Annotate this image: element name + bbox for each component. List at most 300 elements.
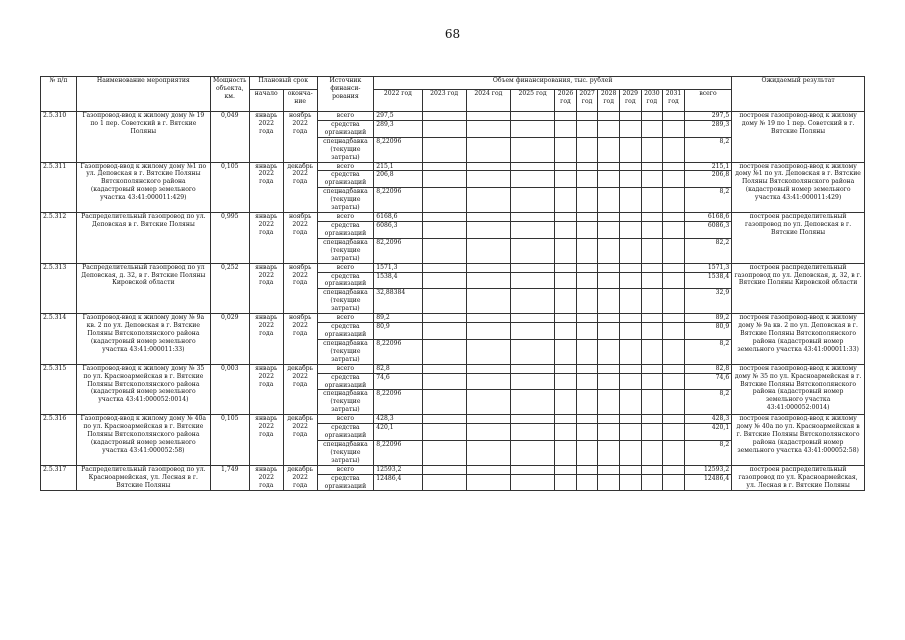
expected-result: построен газопровод-ввод к жилому дому № 35 по ул. Красноармейская в г. Вятские Поляны Вятскополянского района (кадастровый номер земельного участка 43:41:000052:0014)	[732, 364, 865, 415]
start-date: январь 2022 года	[249, 213, 283, 264]
empty-year-cell	[663, 171, 685, 188]
end-date: ноябрь 2022 года	[283, 314, 317, 365]
empty-year-cell	[555, 390, 577, 415]
empty-year-cell	[555, 112, 577, 121]
empty-year-cell	[619, 213, 641, 222]
empty-year-cell	[422, 390, 466, 415]
start-date: январь 2022 года	[249, 415, 283, 466]
value-2022: 12593,2	[374, 465, 422, 474]
empty-year-cell	[576, 323, 598, 340]
capacity-value: 0,029	[210, 314, 249, 365]
capacity-value: 0,003	[210, 364, 249, 415]
empty-year-cell	[598, 171, 620, 188]
empty-year-cell	[422, 263, 466, 272]
empty-year-cell	[576, 314, 598, 323]
value-2022: 8,22096	[374, 188, 422, 213]
empty-year-cell	[641, 221, 663, 238]
empty-year-cell	[641, 272, 663, 289]
value-2022: 80,9	[374, 323, 422, 340]
header-year: 2030 год	[641, 90, 663, 112]
empty-year-cell	[466, 323, 510, 340]
header-year: 2026 год	[555, 90, 577, 112]
empty-year-cell	[619, 314, 641, 323]
empty-year-cell	[641, 112, 663, 121]
value-total: 32,9	[684, 289, 731, 314]
value-total: 82,8	[684, 364, 731, 373]
empty-year-cell	[641, 339, 663, 364]
value-2022: 215,1	[374, 162, 422, 171]
empty-year-cell	[598, 314, 620, 323]
end-date: декабрь 2022 года	[283, 364, 317, 415]
expected-result: построен распределительный газопровод по ул. Красноармейская, ул. Лесная в г. Вятские Поляны	[732, 465, 865, 491]
financing-table	[40, 76, 865, 491]
measure-name: Газопровод-ввод к жилому дому № 35 по ул. Красноармейская в г. Вятские Поляны Вятскополянского района (кадастровый номер земельного участка 43:41:000052:0014)	[76, 364, 210, 415]
empty-year-cell	[598, 440, 620, 465]
empty-year-cell	[466, 188, 510, 213]
funding-source: спецнадбавка (текущие затраты)	[317, 339, 374, 364]
table-row	[41, 415, 865, 424]
empty-year-cell	[555, 171, 577, 188]
empty-year-cell	[422, 465, 466, 474]
empty-year-cell	[422, 238, 466, 263]
funding-source: средства организаций	[317, 171, 374, 188]
header-start: начало	[249, 90, 283, 112]
empty-year-cell	[422, 137, 466, 162]
empty-year-cell	[555, 415, 577, 424]
header-result: Ожидаемый результат	[732, 77, 865, 112]
header-year: 2031 год	[663, 90, 685, 112]
header-period: Плановый срок	[249, 77, 317, 90]
capacity-value: 0,105	[210, 162, 249, 213]
empty-year-cell	[641, 390, 663, 415]
funding-source: всего	[317, 213, 374, 222]
empty-year-cell	[641, 314, 663, 323]
value-total: 1538,4	[684, 272, 731, 289]
empty-year-cell	[510, 162, 554, 171]
empty-year-cell	[663, 415, 685, 424]
measure-name: Газопровод-ввод к жилому дому № 19 по 1 пер. Советский в г. Вятские Поляны	[76, 112, 210, 163]
empty-year-cell	[619, 465, 641, 474]
measure-name: Газопровод-ввод к жилому дому № 40а по ул. Красноармейская в г. Вятские Поляны Вятскополянского района (кадастровый номер земельного участка 43:41:000052:58)	[76, 415, 210, 466]
empty-year-cell	[598, 238, 620, 263]
value-2022: 89,2	[374, 314, 422, 323]
empty-year-cell	[663, 364, 685, 373]
row-number: 2.5.312	[41, 213, 77, 264]
empty-year-cell	[466, 314, 510, 323]
empty-year-cell	[555, 213, 577, 222]
empty-year-cell	[619, 390, 641, 415]
empty-year-cell	[598, 137, 620, 162]
empty-year-cell	[598, 373, 620, 390]
header-year: 2022 год	[374, 90, 422, 112]
empty-year-cell	[422, 339, 466, 364]
empty-year-cell	[598, 465, 620, 474]
empty-year-cell	[619, 188, 641, 213]
empty-year-cell	[466, 364, 510, 373]
expected-result: построен газопровод-ввод к жилому дому №1 по ул. Деповская в г. Вятские Поляны Вятскополянского района (кадастровый номер земельного участка 43:41:000011:429)	[732, 162, 865, 213]
empty-year-cell	[510, 188, 554, 213]
expected-result: построен газопровод-ввод к жилому дому № 9а кв. 2 по ул. Деповская в г. Вятские Поляны Вятскополянского района (кадастровый номер земельного участка 43:41:000011:33)	[732, 314, 865, 365]
value-total: 215,1	[684, 162, 731, 171]
empty-year-cell	[576, 272, 598, 289]
empty-year-cell	[619, 263, 641, 272]
empty-year-cell	[663, 188, 685, 213]
empty-year-cell	[663, 112, 685, 121]
funding-source: всего	[317, 162, 374, 171]
empty-year-cell	[598, 272, 620, 289]
value-total: 8,2	[684, 137, 731, 162]
empty-year-cell	[466, 120, 510, 137]
empty-year-cell	[663, 390, 685, 415]
value-2022: 82,8	[374, 364, 422, 373]
empty-year-cell	[555, 465, 577, 474]
empty-year-cell	[422, 272, 466, 289]
empty-year-cell	[598, 213, 620, 222]
empty-year-cell	[576, 188, 598, 213]
empty-year-cell	[663, 339, 685, 364]
value-2022: 6086,3	[374, 221, 422, 238]
empty-year-cell	[510, 314, 554, 323]
measure-name: Газопровод-ввод к жилому дому №1 по ул. Деповская в г. Вятские Поляны Вятскополянского района (кадастровый номер земельного участка 43:41:000011:429)	[76, 162, 210, 213]
empty-year-cell	[422, 171, 466, 188]
empty-year-cell	[555, 314, 577, 323]
empty-year-cell	[663, 424, 685, 441]
table-header	[41, 77, 865, 112]
empty-year-cell	[641, 424, 663, 441]
empty-year-cell	[641, 289, 663, 314]
empty-year-cell	[422, 289, 466, 314]
empty-year-cell	[422, 221, 466, 238]
header-year: 2027 год	[576, 90, 598, 112]
empty-year-cell	[663, 272, 685, 289]
empty-year-cell	[555, 339, 577, 364]
empty-year-cell	[466, 162, 510, 171]
empty-year-cell	[510, 171, 554, 188]
table-row	[41, 314, 865, 323]
empty-year-cell	[576, 112, 598, 121]
empty-year-cell	[641, 213, 663, 222]
empty-year-cell	[576, 137, 598, 162]
value-total: 289,3	[684, 120, 731, 137]
value-2022: 32,88384	[374, 289, 422, 314]
empty-year-cell	[466, 221, 510, 238]
start-date: январь 2022 года	[249, 263, 283, 314]
value-2022: 420,1	[374, 424, 422, 441]
empty-year-cell	[598, 112, 620, 121]
empty-year-cell	[619, 364, 641, 373]
header-total: всего	[684, 90, 731, 112]
empty-year-cell	[466, 424, 510, 441]
empty-year-cell	[576, 238, 598, 263]
expected-result: построен распределительный газопровод по ул. Деповская, д. 32, в г. Вятские Поляны Кировской области	[732, 263, 865, 314]
empty-year-cell	[466, 171, 510, 188]
empty-year-cell	[663, 238, 685, 263]
empty-year-cell	[510, 213, 554, 222]
empty-year-cell	[576, 213, 598, 222]
value-total: 428,3	[684, 415, 731, 424]
empty-year-cell	[576, 424, 598, 441]
header-year: 2029 год	[619, 90, 641, 112]
end-date: декабрь 2022 года	[283, 465, 317, 491]
empty-year-cell	[555, 474, 577, 491]
table-row	[41, 213, 865, 222]
empty-year-cell	[641, 373, 663, 390]
empty-year-cell	[641, 440, 663, 465]
funding-source: всего	[317, 112, 374, 121]
row-number: 2.5.310	[41, 112, 77, 163]
value-2022: 297,5	[374, 112, 422, 121]
empty-year-cell	[466, 339, 510, 364]
value-total: 80,9	[684, 323, 731, 340]
measure-name: Газопровод-ввод к жилому дому № 9а кв. 2 по ул. Деповская в г. Вятские Поляны Вятскополянского района (кадастровый номер земельного участка 43:41:000011:33)	[76, 314, 210, 365]
header-year: 2024 год	[466, 90, 510, 112]
empty-year-cell	[598, 364, 620, 373]
empty-year-cell	[663, 314, 685, 323]
table-row	[41, 364, 865, 373]
table-body	[41, 112, 865, 491]
header-source: Источник финанси- рования	[317, 77, 374, 112]
empty-year-cell	[510, 373, 554, 390]
empty-year-cell	[576, 171, 598, 188]
empty-year-cell	[641, 415, 663, 424]
end-date: ноябрь 2022 года	[283, 263, 317, 314]
value-total: 8,2	[684, 390, 731, 415]
value-total: 8,2	[684, 339, 731, 364]
empty-year-cell	[576, 263, 598, 272]
empty-year-cell	[555, 289, 577, 314]
value-total: 6086,3	[684, 221, 731, 238]
empty-year-cell	[510, 289, 554, 314]
empty-year-cell	[466, 373, 510, 390]
empty-year-cell	[598, 289, 620, 314]
start-date: январь 2022 года	[249, 465, 283, 491]
empty-year-cell	[619, 424, 641, 441]
value-2022: 82,2096	[374, 238, 422, 263]
empty-year-cell	[466, 289, 510, 314]
funding-source: средства организаций	[317, 323, 374, 340]
empty-year-cell	[641, 171, 663, 188]
empty-year-cell	[663, 221, 685, 238]
empty-year-cell	[598, 339, 620, 364]
empty-year-cell	[619, 339, 641, 364]
value-total: 6168,6	[684, 213, 731, 222]
empty-year-cell	[422, 314, 466, 323]
empty-year-cell	[663, 465, 685, 474]
empty-year-cell	[619, 171, 641, 188]
end-date: декабрь 2022 года	[283, 162, 317, 213]
value-2022: 289,3	[374, 120, 422, 137]
empty-year-cell	[641, 474, 663, 491]
empty-year-cell	[598, 390, 620, 415]
empty-year-cell	[510, 390, 554, 415]
empty-year-cell	[466, 272, 510, 289]
empty-year-cell	[422, 424, 466, 441]
empty-year-cell	[641, 465, 663, 474]
empty-year-cell	[619, 289, 641, 314]
empty-year-cell	[598, 162, 620, 171]
table-row	[41, 263, 865, 272]
empty-year-cell	[663, 289, 685, 314]
empty-year-cell	[510, 137, 554, 162]
empty-year-cell	[576, 415, 598, 424]
empty-year-cell	[641, 263, 663, 272]
end-date: ноябрь 2022 года	[283, 112, 317, 163]
funding-source: всего	[317, 465, 374, 474]
empty-year-cell	[663, 440, 685, 465]
value-2022: 74,6	[374, 373, 422, 390]
capacity-value: 0,105	[210, 415, 249, 466]
empty-year-cell	[466, 474, 510, 491]
empty-year-cell	[422, 474, 466, 491]
empty-year-cell	[555, 373, 577, 390]
empty-year-cell	[663, 474, 685, 491]
funding-source: всего	[317, 314, 374, 323]
empty-year-cell	[510, 221, 554, 238]
empty-year-cell	[466, 465, 510, 474]
funding-source: средства организаций	[317, 120, 374, 137]
empty-year-cell	[555, 162, 577, 171]
measure-name: Распределительный газопровод по ул. Деповская в г. Вятские Поляны	[76, 213, 210, 264]
value-total: 1571,3	[684, 263, 731, 272]
funding-source: средства организаций	[317, 373, 374, 390]
funding-source: всего	[317, 364, 374, 373]
row-number: 2.5.314	[41, 314, 77, 365]
value-2022: 6168,6	[374, 213, 422, 222]
row-number: 2.5.316	[41, 415, 77, 466]
capacity-value: 0,252	[210, 263, 249, 314]
empty-year-cell	[619, 323, 641, 340]
funding-source: спецнадбавка (текущие затраты)	[317, 238, 374, 263]
empty-year-cell	[619, 373, 641, 390]
empty-year-cell	[422, 213, 466, 222]
empty-year-cell	[576, 440, 598, 465]
empty-year-cell	[555, 440, 577, 465]
empty-year-cell	[510, 474, 554, 491]
empty-year-cell	[555, 263, 577, 272]
row-number: 2.5.311	[41, 162, 77, 213]
empty-year-cell	[598, 323, 620, 340]
empty-year-cell	[663, 120, 685, 137]
empty-year-cell	[619, 440, 641, 465]
empty-year-cell	[555, 137, 577, 162]
empty-year-cell	[555, 364, 577, 373]
header-no: № п/п	[41, 77, 77, 112]
empty-year-cell	[466, 213, 510, 222]
expected-result: построен газопровод-ввод к жилому дому № 40а по ул. Красноармейская в г. Вятские Поляны Вятскополянского района (кадастровый номер земельного участка 43:41:000052:58)	[732, 415, 865, 466]
empty-year-cell	[619, 415, 641, 424]
empty-year-cell	[641, 162, 663, 171]
empty-year-cell	[466, 137, 510, 162]
empty-year-cell	[510, 424, 554, 441]
empty-year-cell	[466, 415, 510, 424]
header-year: 2025 год	[510, 90, 554, 112]
expected-result: построен распределительный газопровод по ул. Деповская в г. Вятские Поляны	[732, 213, 865, 264]
empty-year-cell	[641, 238, 663, 263]
value-2022: 8,22096	[374, 137, 422, 162]
empty-year-cell	[422, 120, 466, 137]
empty-year-cell	[466, 263, 510, 272]
measure-name: Распределительный газопровод по ул Деповская, д. 32, в г. Вятские Поляны Кировской области	[76, 263, 210, 314]
table-row	[41, 465, 865, 474]
funding-source: спецнадбавка (текущие затраты)	[317, 137, 374, 162]
empty-year-cell	[510, 440, 554, 465]
empty-year-cell	[576, 120, 598, 137]
value-total: 8,2	[684, 440, 731, 465]
value-total: 82,2	[684, 238, 731, 263]
empty-year-cell	[619, 474, 641, 491]
empty-year-cell	[422, 112, 466, 121]
empty-year-cell	[641, 364, 663, 373]
row-number: 2.5.313	[41, 263, 77, 314]
row-number: 2.5.317	[41, 465, 77, 491]
empty-year-cell	[510, 112, 554, 121]
empty-year-cell	[641, 188, 663, 213]
empty-year-cell	[422, 188, 466, 213]
capacity-value: 0,995	[210, 213, 249, 264]
value-total: 89,2	[684, 314, 731, 323]
empty-year-cell	[663, 162, 685, 171]
measure-name: Распределительный газопровод по ул. Красноармейская, ул. Лесная в г. Вятские Поляны	[76, 465, 210, 491]
header-year: 2023 год	[422, 90, 466, 112]
empty-year-cell	[510, 120, 554, 137]
empty-year-cell	[598, 474, 620, 491]
empty-year-cell	[641, 120, 663, 137]
empty-year-cell	[619, 162, 641, 171]
value-2022: 206,8	[374, 171, 422, 188]
empty-year-cell	[510, 238, 554, 263]
funding-source: средства организаций	[317, 272, 374, 289]
value-total: 74,6	[684, 373, 731, 390]
empty-year-cell	[576, 474, 598, 491]
table-row	[41, 162, 865, 171]
table-row	[41, 112, 865, 121]
end-date: ноябрь 2022 года	[283, 213, 317, 264]
empty-year-cell	[598, 221, 620, 238]
funding-source: спецнадбавка (текущие затраты)	[317, 188, 374, 213]
empty-year-cell	[510, 272, 554, 289]
value-2022: 8,22096	[374, 390, 422, 415]
value-total: 297,5	[684, 112, 731, 121]
empty-year-cell	[510, 263, 554, 272]
empty-year-cell	[598, 424, 620, 441]
value-2022: 1571,3	[374, 263, 422, 272]
value-2022: 1538,4	[374, 272, 422, 289]
empty-year-cell	[598, 415, 620, 424]
funding-source: спецнадбавка (текущие затраты)	[317, 390, 374, 415]
empty-year-cell	[555, 188, 577, 213]
value-total: 206,8	[684, 171, 731, 188]
value-total: 8,2	[684, 188, 731, 213]
end-date: декабрь 2022 года	[283, 415, 317, 466]
empty-year-cell	[555, 238, 577, 263]
value-2022: 8,22096	[374, 339, 422, 364]
row-number: 2.5.315	[41, 364, 77, 415]
funding-source: спецнадбавка (текущие затраты)	[317, 440, 374, 465]
empty-year-cell	[510, 465, 554, 474]
empty-year-cell	[576, 221, 598, 238]
empty-year-cell	[598, 188, 620, 213]
value-total: 420,1	[684, 424, 731, 441]
capacity-value: 1,749	[210, 465, 249, 491]
expected-result: построен газопровод-ввод к жилому дому № 19 по 1 пер. Советский в г. Вятские Поляны	[732, 112, 865, 163]
empty-year-cell	[466, 238, 510, 263]
funding-source: средства организаций	[317, 221, 374, 238]
empty-year-cell	[422, 440, 466, 465]
empty-year-cell	[663, 137, 685, 162]
capacity-value: 0,049	[210, 112, 249, 163]
empty-year-cell	[422, 373, 466, 390]
value-2022: 12486,4	[374, 474, 422, 491]
